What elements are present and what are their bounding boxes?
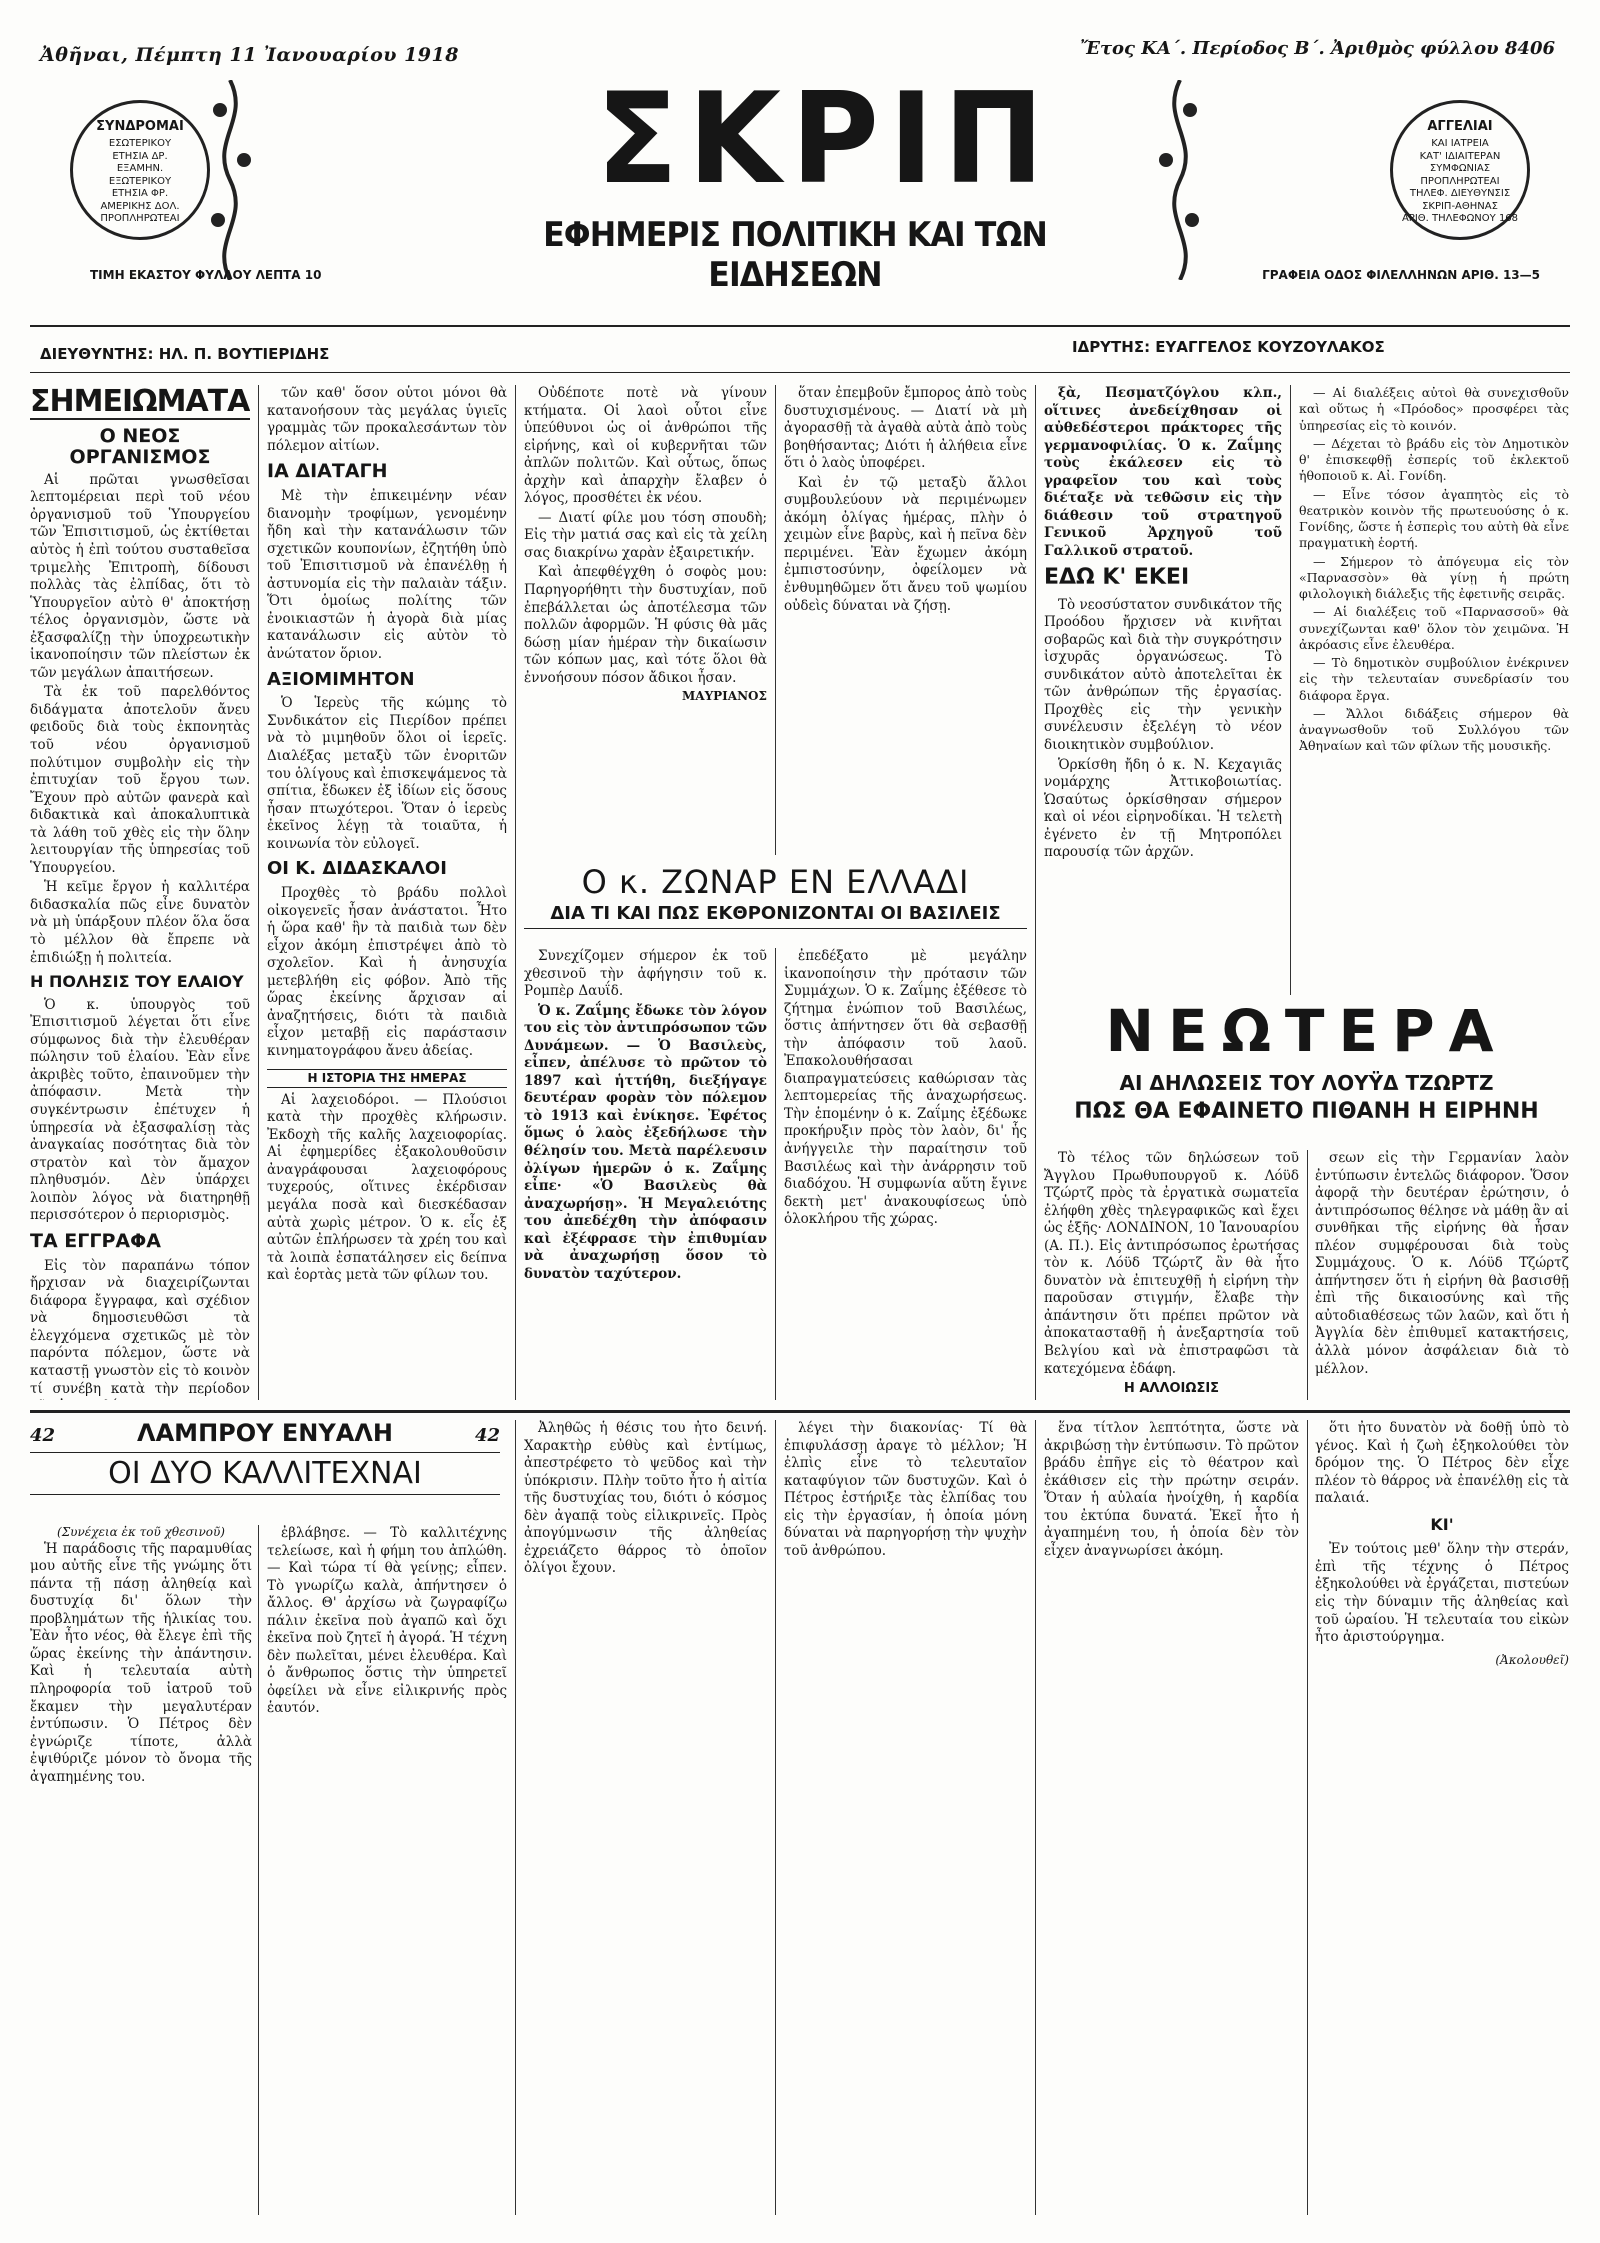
column-1 <box>30 385 250 1400</box>
column-rule <box>1035 385 1036 1400</box>
article-paragraph: Ὁρκίσθη ἤδη ὁ κ. Ν. Κεχαγιᾶς νομάρχης Ἀττικοβοιωτίας. Ὡσαύτως ὁρκίσθησαν σήμερον καὶ οἱ νέοι εἰρηνοδίκαι. Ἡ τελετὴ ἐγένετο ἐν τῇ Μητροπόλει παρουσίᾳ τῶν ἀρχῶν. <box>1044 756 1282 861</box>
subscriptions-seal: ΣΥΝΔΡΟΜΑΙ ΕΣΩΤΕΡΙΚΟΥ ΕΤΗΣΙΑ ΔΡ. ΕΞΑΜΗΝ. ΕΞΩΤΕΡΙΚΟΥ ΕΤΗΣΙΑ ΦΡ. ΑΜΕΡΙΚΗΣ ΔΟΛ. ΠΡΟΠΛΗΡΩΤΕΑΙ <box>70 100 210 240</box>
article-paragraph: ὅταν ἐπεμβοῦν ἔμπορος ἀπὸ τοὺς δυστυχισμένους. — Διατί νὰ μὴ ἀγορασθῇ τὰ ἀγαθὰ αὐτὰ ἀπὸ τοὺς βοηθήσαντας; Διότι ἡ ἀλήθεια εἶνε ὅτι ὁ λαὸς ὑποφέρει. <box>784 385 1027 472</box>
feuilleton-title: ΟΙ ΔΥΟ ΚΑΛΛΙΤΕΧΝΑΙ <box>30 1452 500 1495</box>
article-headline: ΟΙ Κ. ΔΙΔΑΣΚΑΛΟΙ <box>267 858 447 880</box>
right-vine-ornament <box>1150 80 1210 280</box>
article-paragraph: — Τὸ δημοτικὸν συμβούλιον ἐνέκρινεν εἰς τὴν τελευταίαν συνεδρίασίν του διάφορα ἔργα. <box>1299 655 1569 703</box>
feuilleton-column-4 <box>784 1420 1027 2215</box>
feuilleton-rule <box>30 1410 1570 1413</box>
masthead-title: ΣΚΡΙΠ <box>596 66 1054 213</box>
article-paragraph: — Αἱ διαλέξεις αὐτοὶ θὰ συνεχισθοῦν καὶ οὕτως ἡ «Πρόοδος» προσφέρει τὰς ὑπηρεσίας εἰς τὸ κοινόν. <box>1299 385 1569 433</box>
story-paragraph: ἕνα τίτλον λεπτότητα, ὥστε νὰ ἀκριβώσῃ τὴν ἐντύπωσιν. Τὸ πρῶτον βράδυ ἐπῆγε εἰς τὸ θέατρον καὶ ἐκάθισεν εἰς τὴν πρώτην σειράν. Ὅταν ἡ αὐλαία ἠνοίχθη, ἡ καρδία του ἐκτύπα δυνατά. Ἐκεῖ ἦτο ἡ ἀγαπημένη του, ἡ ὁποία δὲν τὸν εἶχεν ἀναγνωρίσει ἀκόμη. <box>1044 1420 1299 1559</box>
article-subheadline: ΔΙΑ ΤΙ ΚΑΙ ΠΩΣ ΕΚΘΡΟΝΙΖΟΝΤΑΙ ΟΙ ΒΑΣΙΛΕΙΣ <box>524 904 1027 929</box>
story-paragraph: Ἐν τούτοις μεθ' ὅλην τὴν στεράν, ἐπὶ τῆς τέχνης ὁ Πέτρος ἐξηκολούθει νὰ ἐργάζεται, πιστεύων εἰς τὴν δύναμιν τῆς ἀληθείας καὶ τοῦ ὡραίου. Ἡ τελευταία του εἰκὼν ἦτο ἀριστούργημα. <box>1315 1541 1569 1646</box>
article-paragraph: Τὰ ἐκ τοῦ παρελθόντος διδάγματα ἀποτελοῦν ἄνευ φειδοῦς διὰ τοὺς ἐκπονητὰς τοῦ νέου ὀργανισμοῦ πολύτιμον συμβολὴν εἰς τὴν ἐπιτυχίαν τοῦ ἔργου των. Ἔχουν πρὸ αὐτῶν φανερὰ καὶ διδακτικὰ καὶ ἀποκαλυπτικὰ τὰ λάθη τοῦ χθὲς εἰς τὴν ὅλην λειτουργίαν τῆς ὑπηρεσίας τοῦ Ὑπουργείου. <box>30 684 250 876</box>
article-paragraph: Αἱ πρῶται γνωσθεῖσαι λεπτομέρειαι περὶ τοῦ νέου ὀργανισμοῦ τοῦ Ὑπουργείου τῶν Ἐπισιτισμοῦ, ὡς ἐκτίθεται αὐτὸς ἡ ἐπὶ τούτου συσταθεῖσα τριμελὴς Ἐπιτροπὴ, δίδουσι πολλὰς τὰς ἐλπίδας, ὅτι τὸ Ὑπουργεῖον αὐτὸ θ' ἀποκτήσῃ τέλος ὀργανισμὸν, ὥστε νὰ ἐξασφαλίζῃ τὴν ὑποχρεωτικὴν ἱκανοποίησιν τῶν πλείστων ἐκ τῶν μεγάλων ἀπαιτήσεων. <box>30 471 250 681</box>
article-paragraph: Ἡ κεῖμε ἔργον ἡ καλλιτέρα διδασκαλία πῶς εἶνε δυνατὸν νὰ μὴ ὑπάρξουν πλέον ὅλα ὅσα τὸ μέλλον θὰ ἔπρεπε νὰ ἐπιδιώξῃ ἡ πολιτεία. <box>30 879 250 966</box>
article-paragraph: — Σήμερον τὸ ἀπόγευμα εἰς τὸν «Παρνασσὸν» θὰ γίνῃ ἡ πρώτη φιλολογικὴ διάλεξις τῆς ἐφετινῆς σειρᾶς. <box>1299 553 1569 601</box>
chapter-marker: ΚΙ' <box>1430 1514 1454 1534</box>
article-paragraph: σεων εἰς τὴν Γερμανίαν λαὸν ἐντύπωσιν ἐντελῶς διάφορον. Ὅσον ἀφορᾷ τὴν δευτέραν ἐρώτησιν, ὁ ἀντιπρόσωπος θέλησε νὰ μάθῃ ἂν αἱ συνθῆκαι τῆς εἰρήνης θὰ ἦσαν πλέον συμφέρουσαι διὰ τοὺς Συμμάχους. Ὁ κ. Λόϋδ Τζώρτζ ἀπήντησεν ὅτι ἡ εἰρήνη θὰ βασισθῇ ἐπὶ τῆς δικαιοσύνης καὶ τῆς αὐτοδιαθέσεως τῶν λαῶν, καὶ ὅτι ἡ Ἀγγλία δὲν ἐπιθυμεῖ κατακτήσεις, ἀλλὰ μόνον ἀσφάλειαν διὰ τὸ μέλλον. <box>1315 1150 1569 1377</box>
article-paragraph: Αἱ λαχειοδόροι. — Πλούσιοι κατὰ τὴν προχθὲς κλήρωσιν. Ἐκδοχὴ τῆς καλῆς λαχειοφορίας. Αἱ ἐφημερίδες ἐξακολουθοῦσιν ἀναγράφουσαι λαχειοφόρους τυχερούς, οἵτινες ἐκέρδισαν μεγάλα ποσὰ καὶ διεσκέδασαν αὐτὰ χωρὶς μέτρον. Ὁ κ. εἷς ἐξ αὐτῶν ἐπλήρωσεν τὰ χρέη του καὶ τὰ λοιπὰ ἐσπατάλησεν εἰς δείπνα καὶ ἑορτὰς μετὰ τῶν φίλων του. <box>267 1091 507 1284</box>
article-headline: ΙΑ ΔΙΑΤΑΓΗ <box>267 460 388 483</box>
article-paragraph: Προχθὲς τὸ βράδυ πολλοὶ οἰκογενεῖς ἦσαν ἀνάστατοι. Ἦτο ἡ ὥρα καθ' ἣν τὰ παιδιὰ των δὲν εἶχον ἀκόμη ἐπιστρέψει ἀπὸ τὸ σχολεῖον. Καὶ ἡ ἀνησυχία μετεβλήθη εἰς φόβον. Ἀπὸ τῆς ὥρας ἐκείνης ἄρχισαν αἱ ἀναζητήσεις, διότι τὰ παιδιὰ εἶχον μεταβῇ εἰς παράστασιν κινηματογράφου ἄνευ ἀδείας. <box>267 885 507 1059</box>
zonar-column-right <box>784 948 1027 1400</box>
advertisements-seal: ΑΓΓΕΛΙΑΙ ΚΑΙ ΙΑΤΡΕΙΑ ΚΑΤ' ΙΔΙΑΙΤΕΡΑΝ ΣΥΜΦΩΝΙΑΣ ΠΡΟΠΛΗΡΩΤΕΑΙ ΤΗΛΕΦ. ΔΙΕΥΘΥΝΣΙΣ ΣΚΡΙΠ-ΑΘΗΝΑΣ ΑΡΙΘ. ΤΗΛΕΦΩΝΟΥ 168 <box>1390 100 1530 240</box>
feuilleton-column-6 <box>1315 1420 1569 2215</box>
column-rule <box>258 1525 259 2215</box>
article-subheadline: ΠΩΣ ΘΑ ΕΦΑΙΝΕΤΟ ΠΙΘΑΝΗ Η ΕΙΡΗΝΗ <box>1074 1098 1539 1124</box>
article-paragraph: Καὶ ἀπεφθέγχθη ὁ σοφὸς μου: Παρηγορήθητι τὴν δυστυχίαν, ποῦ ἐπεβάλλεται ὡς ἀποτέλεσμα τῶν πολλῶν ἀφορμῶν. Ἡ φύσις θὰ μᾶς δώσῃ μίαν ἡμέραν τὴν δικαίωσιν τῶν κόπων μας, καὶ τότε ὅλοι θὰ ἐννοήσουν πόσον ἄδικοι ἦσαν. <box>524 564 767 686</box>
feuilleton-column-5 <box>1044 1420 1299 2215</box>
column-rule <box>1290 385 1291 995</box>
article-signature: ΜΑΥΡΙΑΝΟΣ <box>681 689 767 704</box>
zonar-headline-block <box>524 865 1027 929</box>
latest-news-title: ΝΕΩΤΕΡΑ <box>1105 997 1508 1065</box>
date-line: Ἀθῆναι, Πέμπτη 11 Ἰανουαρίου 1918 <box>40 44 459 66</box>
column-4 <box>784 385 1027 855</box>
director-line: ΔΙΕΥΘΥΝΤΗΣ: ΗΛ. Π. ΒΟΥΤΙΕΡΙΔΗΣ <box>40 345 330 363</box>
column-rule <box>775 1420 776 2215</box>
story-paragraph: λέγει τὴν διακονίας· Τί θὰ ἐπιφυλάσσῃ ἀραγε τὸ μέλλον; Ἡ ἐλπὶς εἶνε τὸ τελευταῖον καταφύγιον τῶν δυστυχῶν. Καὶ ὁ Πέτρος ἐστήριξε τὰς ἐλπίδας του εἰς τὴν ἐργασίαν, ἡ ὁποία μόνη δύναται νὰ παρηγορήσῃ τὴν ψυχὴν τοῦ ἀνθρώπου. <box>784 1420 1027 1559</box>
article-paragraph: Ὁ κ. Ζαΐμης ἔδωκε τὸν λόγον του εἰς τὸν ἀντιπρόσωπον τῶν Δυνάμεων. — Ὁ Βασιλεὺς, εἶπεν, ἀπέλυσε τὸ πρῶτον τὸ 1897 καὶ ἡττήθη, διεξήγαγε δευτέραν φορὰν τὸν πόλεμον τὸ 1913 καὶ ἐνίκησε. Ἐφέτος ὅμως ὁ λαὸς ἐξεδήλωσε τὴν θέλησίν του. Μετὰ παρέλευσιν ὀλίγων ἡμερῶν ὁ κ. Ζαΐμης εἶπε· «Ὁ Βασιλεὺς θὰ ἀναχωρήσῃ». Ἡ Μεγαλειότης του ἀπεδέχθη τὴν ἀπόφασιν καὶ ἐξέφρασε τὴν ἐπιθυμίαν νὰ ἀναχωρήσῃ ὅσον τὸ δυνατὸν ταχύτερον. <box>524 1002 767 1282</box>
column-rule <box>515 1420 516 2215</box>
latest-news-block <box>1044 997 1569 1124</box>
article-paragraph: ξὰ, Πεσματζόγλου κλπ., οἵτινες ἀνεδείχθησαν οἱ αὐθεδέστεροι πράκτορες τῆς γερμανοφιλίας. Ὁ κ. Ζαΐμης τοὺς ἐκάλεσεν εἰς τὸ γραφεῖον του καὶ τοὺς διέταξε νὰ τεθῶσιν εἰς τὴν διάθεσιν τοῦ στρατηγοῦ Γενικοῦ Ἀρχηγοῦ τοῦ Γαλλικοῦ στρατοῦ. <box>1044 385 1282 559</box>
article-paragraph: Εἰς τὸν παραπάνω τόπον ἤρχισαν νὰ διαχειρίζωνται διάφορα ἔγγραφα, καὶ σχέδιον νὰ δημοσιευθῶσι τὰ ἐλεγχόμενα σχετικῶς μὲ τὸν παρόντα πόλεμον, ὥστε νὰ καταστῇ γνωστὸν εἰς τὸ κοινὸν τί συνέβη κατὰ τὴν περίοδον <box>30 1257 250 1397</box>
column-2 <box>267 385 507 1400</box>
column-rule <box>1035 1420 1036 2215</box>
feuilleton-column-3 <box>524 1420 767 2215</box>
story-paragraph: Ἡ παράδοσις τῆς παραμυθίας μου αὐτῆς εἶνε τῆς γνώμης ὅτι πάντα τῇ πάσῃ ἀληθείᾳ καὶ δυστυχίᾳ δι' ὅλων τὴν προβλημάτων τῆς ἡλικίας του. Ἐὰν ἦτο νέος, θὰ ἔλεγε ἐπὶ τῆς ὥρας ἐκείνης τὴν ἀπάντησιν. Καὶ ἡ τελευταία αὐτὴ πληροφορία τοῦ ἰατροῦ τοῦ ἔκαμεν τὴν μεγαλυτέραν ἐντύπωσιν. Ὁ Πέτρος δὲν ἐγνώριζε τίποτε, ἀλλὰ ἐψιθύριζε μόνον τὸ ὄνομα τῆς ἀγαπημένης του. <box>30 1540 252 1785</box>
feuilleton-number: 42 <box>474 1425 500 1446</box>
founder-line: ΙΔΡΥΤΗΣ: ΕΥΑΓΓΕΛΟΣ ΚΟΥΖΟΥΛΑΚΟΣ <box>1072 338 1385 356</box>
article-headline: ΑΙ ΔΗΛΩΣΕΙΣ ΤΟΥ ΛΟΥΫΔ ΤΖΩΡΤΖ <box>1119 1070 1494 1095</box>
masthead-subtitle: ΕΦΗΜΕΡΙΣ ΠΟΛΙΤΙΚΗ ΚΑΙ ΤΩΝ ΕΙΔΗΣΕΩΝ <box>543 215 1047 295</box>
column-rule <box>1307 1420 1308 2215</box>
latest-news-column-right <box>1315 1150 1569 1400</box>
feuilleton-header <box>30 1420 500 1495</box>
price-line: ΤΙΜΗ ΕΚΑΣΤΟΥ ΦΥΛΛΟΥ ΛΕΠΤΑ 10 <box>90 268 322 282</box>
column-rule <box>775 385 776 855</box>
article-paragraph: — Αἱ διαλέξεις τοῦ «Παρνασσοῦ» θὰ συνεχίζωνται καθ' ὅλον τὸν χειμῶνα. Ἡ ἀκρόασις εἶνε ἐλευθέρα. <box>1299 604 1569 652</box>
story-paragraph: ὅτι ἦτο δυνατὸν νὰ δοθῇ ὑπὸ τὸ γένος. Καὶ ἡ ζωὴ ἐξηκολούθει τὸν δρόμον της. Ὁ Πέτρος δὲν εἶχε πλέον τὸ θάρρος νὰ ἐπανέλθῃ εἰς τὰ παλαιά. <box>1315 1420 1569 1507</box>
article-headline: Η ΑΛΛΟΙΩΣΙΣ <box>1123 1381 1220 1397</box>
column-rule <box>1307 1150 1308 1400</box>
article-headline: ΑΞΙΟΜΙΜΗΤΟΝ <box>267 668 415 690</box>
column-5 <box>1044 385 1282 995</box>
issue-line: Ἔτος ΚΑ΄. Περίοδος Β΄. Ἀριθμὸς φύλλου 8406 <box>1080 38 1555 59</box>
article-headline: ΤΑ ΕΓΓΡΑΦΑ <box>30 1229 161 1252</box>
continued-note: (Ἀκολουθεῖ) <box>1495 1652 1569 1667</box>
article-headline: Ο κ. ΖΩΝΑΡ ΕΝ ΕΛΛΑΔΙ <box>581 863 970 901</box>
column-rule <box>258 385 259 1400</box>
article-paragraph: Καὶ ἐν τῷ μεταξὺ ἄλλοι συμβουλεύουν νὰ περιμένωμεν ἀκόμη ὀλίγας ἡμέρας, πλὴν ὁ χειμὼν εἶνε βαρὺς, καὶ ἡ πεῖνα δὲν περιμένει. Ἐὰν ἔχωμεν ἀκόμη ἐμπιστοσύνην, ὀφείλομεν νὰ ἐνθυμηθῶμεν ὅτι ἄνευ τοῦ ψωμίου οὐδεὶς δύναται νὰ ζήσῃ. <box>784 474 1027 614</box>
article-headline: ΕΔΩ Κ' ΕΚΕΙ <box>1044 565 1190 591</box>
column-rule <box>775 948 776 1400</box>
article-paragraph: — Διατί φίλε μου τόση σπουδὴ; Εἰς τὴν ματιά σας καὶ εἰς τὰ χείλη σας διακρίνω χαρὰν ἐξαιρετικήν. <box>524 509 767 561</box>
subheader-rule <box>30 372 1570 373</box>
article-paragraph: — Εἶνε τόσον ἀγαπητὸς εἰς τὸ θεατρικὸν κοινὸν τῆς πρωτευούσης ὁ κ. Γονίδης, ὥστε ἡ ἑσπερὶς του αὐτὴ θὰ εἶνε πραγματικὴ ἑορτή. <box>1299 486 1569 551</box>
feuilleton-column-1 <box>30 1525 252 2215</box>
column-3 <box>524 385 767 855</box>
header-rule <box>30 325 1570 327</box>
zonar-column-left <box>524 948 767 1400</box>
latest-news-column-left <box>1044 1150 1299 1400</box>
article-paragraph: τῶν καθ' ὅσον οὗτοι μόνοι θὰ κατανοήσουν τὰς μεγάλας ὑγιεῖς γραμμὰς τῶν προκαλεσάντων τὸν πόλεμον αἰτίων. <box>267 385 507 454</box>
offices-line: ΓΡΑΦΕΙΑ ΟΔΟΣ ΦΙΛΕΛΛΗΝΩΝ ΑΡΙΘ. 13—5 <box>1262 268 1540 282</box>
story-paragraph: ἐβλάβησε. — Τὸ καλλιτέχνης τελείωσε, καὶ ἡ φήμη του ἀπλώθη. — Καὶ τώρα τί θὰ γείνῃς; εἶπεν. Τὸ γνωρίζω καλὰ, ἀπήντησεν ὁ ἄλλος. Θ' ἀρχίσω νὰ ζωγραφίζω πάλιν ἐκεῖνα ποὺ ἀγαπῶ καὶ ὄχι ἐκεῖνα ποὺ ζητεῖ ἡ ἀγορά. Ἡ τέχνη δὲν πωλεῖται, μένει ἐλευθέρα. Καὶ ὁ ἄνθρωπος ὅστις τὴν ὑπηρετεῖ ὀφείλει νὰ εἶνε εἰλικρινής πρὸς ἑαυτόν. <box>267 1525 507 1717</box>
article-headline: Η ΙΣΤΟΡΙΑ ΤΗΣ ΗΜΕΡΑΣ <box>267 1069 507 1088</box>
feuilleton-column-2 <box>267 1525 507 2215</box>
article-paragraph: Ὁ κ. ὑπουργὸς τοῦ Ἐπισιτισμοῦ λέγεται ὅτι εἶνε σύμφωνος διὰ τὴν ἐλευθέραν πώλησιν τοῦ ἐλαίου. Ἐὰν εἶνε ἀκριβὲς τοῦτο, ἐπαινοῦμεν τὴν ἀπόφασιν. Μετὰ τὴν συγκέντρωσιν ἐπέτυχεν ἡ ὑπηρεσία νὰ ἐξασφαλίσῃ τὰς ἀναγκαίας ποσότητας διὰ τὸν στρατὸν καὶ τὸν ἄμαχον πληθυσμόν. Δὲν ὑπάρχει λοιπὸν λόγος νὰ διατηρηθῇ περισσότερον ὁ περιορισμὸς. <box>30 996 250 1224</box>
column-6 <box>1299 385 1569 995</box>
section-title: ΣΗΜΕΙΩΜΑΤΑ <box>30 385 250 419</box>
article-paragraph: ἐπεδέξατο μὲ μεγάλην ἱκανοποίησιν τὴν πρότασιν τῶν Συμμάχων. Ὁ κ. Ζαΐμης ἐξέθεσε τὸ ζήτημα ἐνώπιον τοῦ Βασιλέως, ὅστις ἀπήντησεν ὅτι θὰ σεβασθῇ τὴν ἀπόφασιν τοῦ λαοῦ. Ἐπακολουθήσασαι διαπραγματεύσεις καθώρισαν τὰς λεπτομερείας τῆς ἀναχωρήσεως. Τὴν ἑπομένην ὁ κ. Ζαΐμης ἐξέδωκε προκήρυξιν πρὸς τὸν λαὸν, δι' ἧς ἀνήγγειλε τὴν παραίτησιν τοῦ Βασιλέως καὶ τὴν ἀνάρρησιν τοῦ διαδόχου. Ἡ συμφωνία αὕτη ἔγινε δεκτὴ μετ' ἀνακουφίσεως ὑπὸ ὁλοκλήρου τῆς χώρας. <box>784 948 1027 1228</box>
article-paragraph: Οὐδέποτε ποτὲ νὰ γίνουν κτήματα. Οἱ λαοὶ οὗτοι εἶνε ὑπεύθυνοι ὡς οἱ ἀνθρώποι τῆς εἰρήνης, καὶ οἱ κυβερνῆται τῶν ἀπλῶν πολιτῶν. Καὶ οὗτως, ὅπως ἀρχὴν καὶ ἀπαρχὴν ἔλαβεν ὁ λόγος, προσθέτει ἐκ νέου. <box>524 385 767 507</box>
article-paragraph: Ὁ Ἱερεὺς τῆς κώμης τὸ Συνδικάτον εἰς Πιερίδον πρέπει νὰ τὸ μιμηθοῦν ὅλοι οἱ ἱερεῖς. Διαλέξας μεταξὺ τῶν ἐνοριτῶν του ὁλίγους καὶ ἐπισκεψάμενος τὰ σπίτια, ἔδωκεν ἐξ ἰδίων εἰς ὅσους ἦσαν πτωχότεροι. Ὅταν ὁ ἱερεὺς ἐκεῖνος λέγῃ τὰ τοιαῦτα, ἡ κοινωνία τὸν εὐλογεῖ. <box>267 695 507 852</box>
article-paragraph: — Δέχεται τὸ βράδυ εἰς τὸν Δημοτικὸν θ' ἐπισκεφθῇ ἐσπερίς τοῦ ἐκλεκτοῦ ἡθοποιοῦ κ. Αἰ. Γονίδη. <box>1299 435 1569 484</box>
article-paragraph: — Ἄλλοι διδάξεις σήμερον θὰ ἀναγνωσθοῦν τοῦ Συλλόγου τῶν Ἀθηναίων καὶ τῶν φίλων τῆς μουσικῆς. <box>1299 705 1569 754</box>
story-paragraph: Ἀληθῶς ἡ θέσις του ἦτο δεινή. Χαρακτὴρ εὐθὺς καὶ ἐντίμως, ἀπεστρέφετο τὸ ψεῦδος καὶ τὴν ὑπόκρισιν. Πλὴν τοῦτο ἦτο ἡ αἰτία τῆς δυστυχίας του, διότι ὁ κόσμος δὲν ἀγαπᾷ τοὺς εἰλικρινεῖς. Πρὸς ἀπογύμνωσιν τῆς ἀληθείας ἐχρειάζετο θάρρος τὸ ὁποῖον ὀλίγοι ἔχουν. <box>524 1420 767 1577</box>
feuilleton-number: 42 <box>30 1425 56 1446</box>
article-paragraph: Μὲ τὴν ἐπικειμένην νέαν διανομὴν τροφίμων, γενομένην ἤδη καὶ τὴν κατανάλωσιν τῶν σχετικῶν κουπονίων, ἐζητήθη ὑπὸ τοῦ Ἐπισιτισμοῦ νὰ ἐπανέλθῃ ἡ ἀστυνομία εἰς τὴν παλαιὰν τάξιν. Ὅτι ὁμοίως πολίτης τῶν ἐνοικιαστῶν ἡ ἀγορὰ διὰ μίας κατανάλωσιν εἰς αὐτὸν τὸ ἀνώτατον ὅριον. <box>267 488 507 662</box>
article-headline: Η ΠΟΛΗΣΙΣ ΤΟΥ ΕΛΑΙΟΥ <box>30 972 244 992</box>
article-paragraph: Τὸ τέλος τῶν δηλώσεων τοῦ Ἄγγλου Πρωθυπουργοῦ κ. Λόϋδ Τζώρτζ πρὸς τὰ ἐργατικὰ σωματεῖα ἐλήφθη χθὲς τηλεγραφικῶς καὶ ἔχει ὡς ἑξῆς· ΛΟΝΔΙΝΟΝ, 10 Ἰανουαρίου (Α. Π.). Εἰς ἀντιπρόσωπος ἐρωτήσας τὸν κ. Λόϋδ Τζώρτζ ἂν θὰ ἦτο δυνατὸν νὰ ἐπιτευχθῇ ἡ εἰρήνη τὴν παροῦσαν στιγμήν, ἔλαβε τὴν ἀπάντησιν ὅτι πρέπει πρῶτον νὰ ἀποκατασταθῇ ἡ ἀνεξαρτησία τοῦ Βελγίου καὶ νὰ ἐπιστραφῶσι τὰ κατεχόμενα ἐδάφη. <box>1044 1150 1299 1377</box>
feuilleton-author: ΛΑΜΠΡΟΥ ΕΝΥΑΛΗ <box>137 1419 393 1447</box>
article-paragraph: Τὸ νεοσύστατον συνδικάτον τῆς Προόδου ἤρχισεν νὰ κινῆται σοβαρῶς καὶ διὰ τὴν συγκρότησιν ἰσχυρᾶς ὀργανώσεως. Τὸ συνδικάτον αὐτὸ ἀποτελεῖται ἐκ τῶν ἀνθρώπων τῆς ἐργασίας. Προχθὲς εἰς τὴν γενικὴν συνέλευσιν ἐξελέγη τὸ νέον διοικητικὸν συμβούλιον. <box>1044 596 1282 754</box>
continuation-note: (Συνέχεια ἐκ τοῦ χθεσινοῦ) <box>57 1525 225 1539</box>
article-paragraph: Συνεχίζομεν σήμερον ἐκ τοῦ χθεσινοῦ τὴν ἀφήγησιν τοῦ κ. Ρομπὲρ Δαυΐδ. <box>524 948 767 1000</box>
column-rule <box>515 385 516 1400</box>
article-headline: Ο ΝΕΟΣ ΟΡΓΑΝΙΣΜΟΣ <box>69 425 211 468</box>
